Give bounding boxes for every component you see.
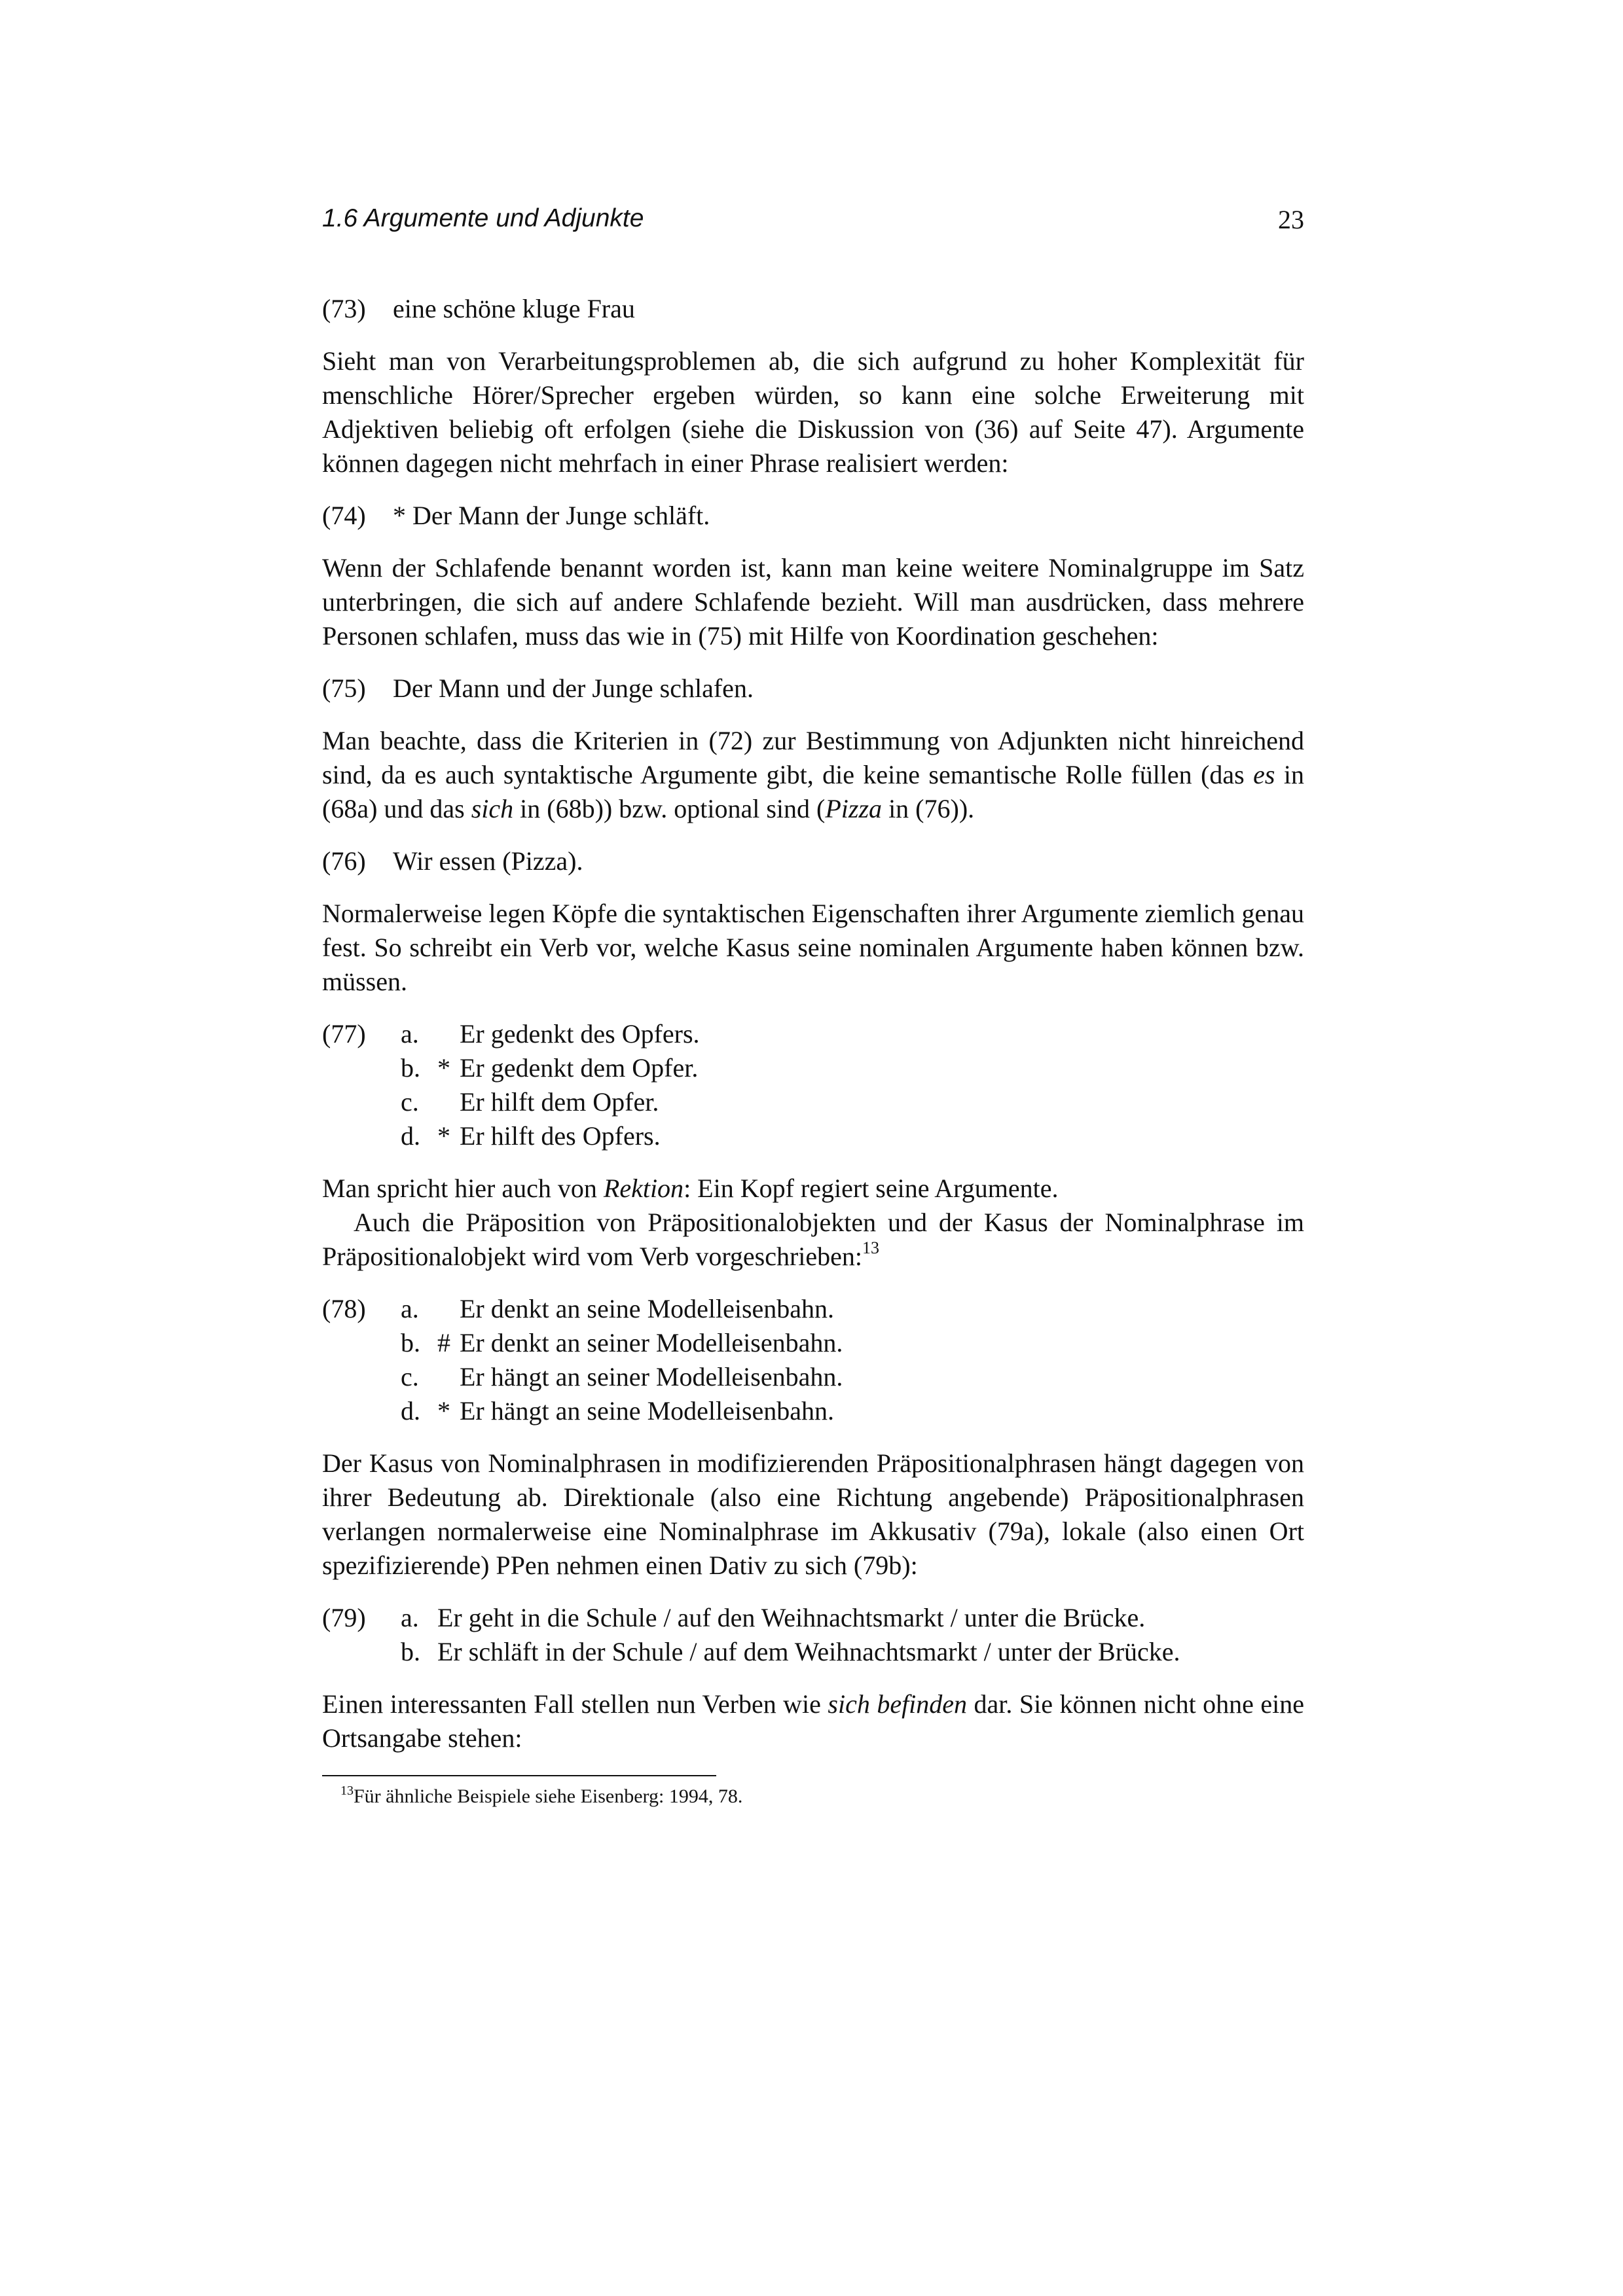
example-text: Der Mann und der Junge schlafen. [393, 673, 754, 703]
example-item [322, 1326, 1304, 1360]
example-number: (75) [322, 673, 366, 703]
paragraph [322, 1687, 1304, 1755]
paragraph-text: in (68a) und das [322, 760, 1304, 823]
paragraph [322, 724, 1304, 826]
example-number: (76) [322, 846, 366, 876]
example-item-label: d. [401, 1121, 420, 1151]
footnote-rule [322, 1775, 716, 1776]
italic-term: sich [471, 794, 514, 823]
example-74 [322, 499, 1304, 533]
example-item [322, 1292, 1304, 1326]
paragraph-text: Man beachte, dass die Kriterien in (72) zur Bestimmung von Adjunkten nicht hinreichend sind, da es auch syntaktische Argumente gibt, die keine semantische Rolle füllen (das [322, 726, 1304, 789]
paragraph: Normalerweise legen Köpfe die syntaktischen Eigenschaften ihrer Argumente ziemlich genau fest. So schreibt ein Verb vor, welche Kasus seine nominalen Argumente haben können bzw. müssen. [322, 899, 1304, 996]
paragraph: Wenn der Schlafende benannt worden ist, kann man keine weitere Nominalgruppe im Satz unterbringen, die sich auf andere Schlafende bezieht. Will man ausdrücken, dass mehrere Personen schlafen, muss das wie in (75) mit Hilfe von Koordination geschehen: [322, 553, 1304, 651]
example-text: Wir essen (Pizza). [393, 846, 583, 876]
grammaticality-mark [437, 1292, 460, 1326]
paragraph [322, 1206, 1304, 1274]
paragraph-text: Auch die Präposition von Präpositionalobjekten und der Kasus der Nominalphrase im Präpositionalobjekt wird vom Verb vorgeschrieben: [322, 1208, 1304, 1271]
example-item [322, 1601, 1304, 1635]
page-header [322, 204, 1304, 238]
example-item [322, 1085, 1304, 1119]
example-item-text: Er hängt an seine Modelleisenbahn. [460, 1396, 835, 1426]
example-number: (73) [322, 294, 366, 323]
example-number: (74) [322, 501, 366, 530]
example-79 [322, 1601, 1304, 1669]
example-item-label: a. [401, 1603, 419, 1632]
footnote [340, 1784, 742, 1809]
paragraph-text: Man spricht hier auch von [322, 1174, 604, 1203]
italic-term: sich befinden [828, 1689, 968, 1719]
grammaticality-mark [437, 1360, 460, 1394]
example-item [322, 1017, 1304, 1051]
grammaticality-mark: * [437, 1121, 450, 1151]
example-item-text: Er geht in die Schule / auf den Weihnachtsmarkt / unter die Brücke. [437, 1603, 1146, 1632]
example-item-text: Er hilft dem Opfer. [460, 1087, 659, 1117]
example-item-label: c. [401, 1087, 419, 1117]
example-73 [322, 292, 1304, 326]
paragraph-text: Einen interessanten Fall stellen nun Verben wie [322, 1689, 828, 1719]
example-item-label: a. [401, 1294, 419, 1323]
footnote-text: Für ähnliche Beispiele siehe Eisenberg: 1994, 78. [354, 1785, 743, 1807]
italic-term: es [1253, 760, 1275, 789]
example-number: (78) [322, 1294, 366, 1323]
example-item-label: b. [401, 1053, 420, 1083]
grammaticality-mark: * [437, 1053, 450, 1083]
example-number: (77) [322, 1019, 366, 1049]
italic-term: Pizza [825, 794, 883, 823]
example-item-text: Er gedenkt des Opfers. [460, 1019, 700, 1049]
example-item [322, 1051, 1304, 1085]
example-number: (79) [322, 1603, 366, 1632]
paragraph [322, 1172, 1304, 1206]
example-item-text: Er hilft des Opfers. [460, 1121, 661, 1151]
grammaticality-mark [437, 1085, 460, 1119]
example-item-label: b. [401, 1637, 420, 1666]
example-item [322, 1635, 1304, 1669]
paragraph-text: dar. Sie können nicht ohne eine Ortsangabe stehen: [322, 1689, 1305, 1753]
example-item-text: Er hängt an seiner Modelleisenbahn. [460, 1362, 843, 1391]
paragraph-text: : Ein Kopf regiert seine Argumente. [684, 1174, 1059, 1203]
footnote-number: 13 [340, 1784, 354, 1798]
example-item-label: a. [401, 1019, 419, 1049]
example-item [322, 1394, 1304, 1428]
example-item-label: b. [401, 1328, 420, 1357]
example-item-text: Er denkt an seine Modelleisenbahn. [460, 1294, 835, 1323]
example-75 [322, 672, 1304, 706]
page-number: 23 [1278, 205, 1304, 234]
example-78 [322, 1292, 1304, 1428]
paragraph-text: in (68b)) bzw. optional sind ( [513, 794, 826, 823]
example-item-text: Er gedenkt dem Opfer. [460, 1053, 699, 1083]
example-item-label: c. [401, 1362, 419, 1391]
paragraph: Der Kasus von Nominalphrasen in modifizierenden Präpositionalphrasen hängt dagegen von ihrer Bedeutung ab. Direktionale (also eine Richtung angebende) Präpositionalphrasen verlangen normalerweise eine Nominalphrase im Akkusativ (79a), lokale (also einen Ort spezifizierende) PPen nehmen einen Dativ zu sich (79b): [322, 1448, 1304, 1580]
paragraph-text: in (76)). [882, 794, 975, 823]
example-item-label: d. [401, 1396, 420, 1426]
example-text: eine schöne kluge Frau [393, 294, 635, 323]
footnote-reference[interactable]: 13 [862, 1238, 880, 1257]
paragraph: Sieht man von Verarbeitungsproblemen ab, die sich aufgrund zu hoher Komplexität für menschliche Hörer/Sprecher ergeben würden, so kann eine solche Erweiterung mit Adjektiven beliebig oft erfolgen (siehe die Diskussion von (36) auf Seite 47). Argumente können dagegen nicht mehrfach in einer Phrase realisiert werden: [322, 346, 1304, 478]
example-item [322, 1360, 1304, 1394]
example-77 [322, 1017, 1304, 1153]
example-text: * Der Mann der Junge schläft. [393, 501, 710, 530]
page-body [322, 292, 1304, 1774]
running-title: 1.6 Argumente und Adjunkte [322, 204, 644, 232]
example-76 [322, 844, 1304, 878]
example-item-text: Er denkt an seiner Modelleisenbahn. [460, 1328, 843, 1357]
grammaticality-mark: * [437, 1396, 450, 1426]
grammaticality-mark [437, 1017, 460, 1051]
example-item [322, 1119, 1304, 1153]
italic-term: Rektion [603, 1174, 684, 1203]
grammaticality-mark: # [437, 1328, 450, 1357]
example-item-text: Er schläft in der Schule / auf dem Weihnachtsmarkt / unter der Brücke. [437, 1637, 1180, 1666]
